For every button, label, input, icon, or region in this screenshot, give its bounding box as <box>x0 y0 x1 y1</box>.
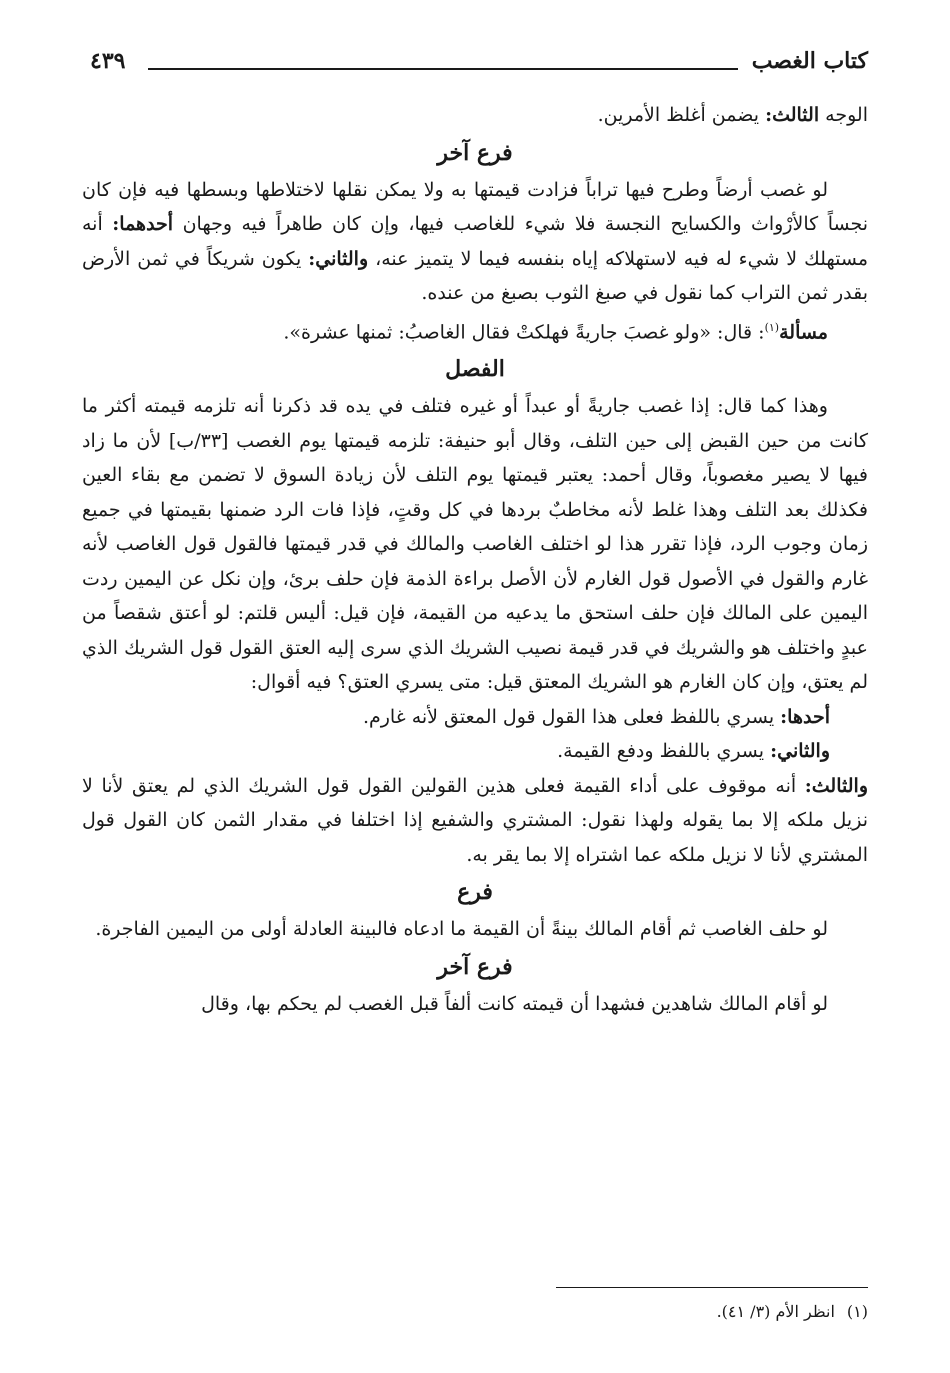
footnote-text: انظر الأم (٣/ ٤١). <box>716 1302 835 1321</box>
header-rule <box>148 68 738 70</box>
footnote <box>705 1302 868 1321</box>
paragraph-masala <box>82 311 868 350</box>
footnote-marker: (١) <box>846 1302 868 1321</box>
qawl-2-bold: والثاني: <box>770 740 830 763</box>
ghasb-ard-bold-1: أحدهما: <box>112 213 174 235</box>
paragraph-fasl-body: وهذا كما قال: إذا غصب جاريةً أو عبداً أو غيره فتلف في يده قد ذكرنا أنه تلزمه قيمته أكثر ما كانت من حين القبض إلى حين التلف، وقال أبو حنيفة: تلزمه قيمتها يوم الغصب [٣٣/ب] لأن ما زاد فيها لا يصير مغصوباً، وقال أحمد: يعتبر قيمتها يوم التلف لأن زيادة السوق لا تضمن مع بقاء العين فكذلك بعد التلف وهذا غلط لأنه مخاطبٌ بردها في كل وقتٍ، فإذا فات الرد ضمنها بقيمتها في جميع زمان وجوب الرد، فإذا تقرر هذا لو اختلف الغاصب والمالك في قدر قيمتها فالقول قول الغاصب لأنه غارم والقول في الأصول قول الغارم لأن الأصل براءة الذمة فإن حلف برئ، وإن نكل عن اليمين ردت اليمين على المالك فإن حلف استحق ما يدعيه من القيمة، فإن قيل: أليس قلتم: لو أعتق شقصاً من عبدٍ واختلف هو والشريك في قدر قيمة نصيب الشريك الذي سرى إليه العتق القول قول الشريك الذي لم يعتق، وإن كان الغارم هو الشريك المعتق قيل: متى يسري العتق؟ فيه أقوال: <box>82 395 869 694</box>
qawl-1-text: يسري باللفظ فعلى هذا القول قول المعتق لأنه غارم. <box>362 705 775 728</box>
masala-text: : قال: «ولو غصبَ جاريةً فهلكتْ فقال الغاصبُ: ثمنها عشرة». <box>283 320 765 343</box>
paragraph-shahidayn: لو أقام المالك شاهدين فشهدا أن قيمته كانت ألفاً قبل الغصب لم يحكم بها، وقال <box>201 992 828 1015</box>
qawl-1-bold: أحدها: <box>780 705 830 728</box>
paragraph-qawl-1 <box>82 700 868 735</box>
paragraph-wajh-thalith <box>82 98 868 133</box>
qawl-3-text: أنه موقوف على أداء القيمة فعلى هذين القولين القول قول الشريك الذي لم يعتق لأنا لا نزيل ملكه إلا بما يقوله ولهذا نقول: المشتري والشفيع إذا اختلفا في مقدار الثمن كان القول قول المشتري لأنا لا نزيل ملكه عما اشتراه إلا بما يقر به. <box>82 774 868 866</box>
book-title: كتاب الغصب <box>751 48 868 74</box>
paragraph-qawl-2 <box>82 734 868 769</box>
wajh-bold: الثالث: <box>765 104 820 126</box>
wajh-text: يضمن أغلظ الأمرين. <box>597 104 760 126</box>
paragraph-halaf: لو حلف الغاصب ثم أقام المالك بينةً أن القيمة ما ادعاه فالبينة العادلة أولى من اليمين الفاجرة. <box>95 918 828 941</box>
qawl-2-text: يسري باللفظ ودفع القيمة. <box>557 740 765 763</box>
heading-far-akhar-2: فرع آخر <box>437 953 513 980</box>
paragraph-qawl-3 <box>82 769 868 873</box>
footnote-rule <box>556 1287 868 1288</box>
qawl-3-bold: والثالث: <box>804 774 868 797</box>
ghasb-ard-part-1: لو غصب أرضاً وطرح فيها تراباً فزادت قيمتها به ولا يمكن نقلها لاختلاطها وبسطها فيه فإن كان نجساً كالأرْواث والكسايح النجسة فلا شيء للغاصب فيها، وإن كان طاهراً فيه وجهان <box>82 178 868 235</box>
heading-far-akhar-1: فرع آخر <box>437 139 513 166</box>
masala-bold: مسألة <box>779 320 828 343</box>
wajh-label: الوجه <box>825 104 868 126</box>
ghasb-ard-part-2: أنه مستهلك لا شيء له فيه لاستهلاكه إياه بنفسه فيما لا يتميز عنه، <box>82 213 868 270</box>
heading-far: فرع <box>457 879 493 906</box>
heading-fasl: الفصل <box>445 356 505 383</box>
page-number: ٤٣٩ <box>90 48 126 74</box>
footnote-ref: (١) <box>764 320 780 334</box>
running-header <box>90 48 868 88</box>
ghasb-ard-bold-2: والثاني: <box>308 247 369 270</box>
paragraph-ghasb-ard <box>82 173 868 311</box>
main-text <box>82 98 868 1021</box>
ghasb-ard-part-3: يكون شريكاً في ثمن الأرض بقدر ثمن التراب كما نقول في صبغ الثوب بصبغ من عنده. <box>82 247 868 304</box>
